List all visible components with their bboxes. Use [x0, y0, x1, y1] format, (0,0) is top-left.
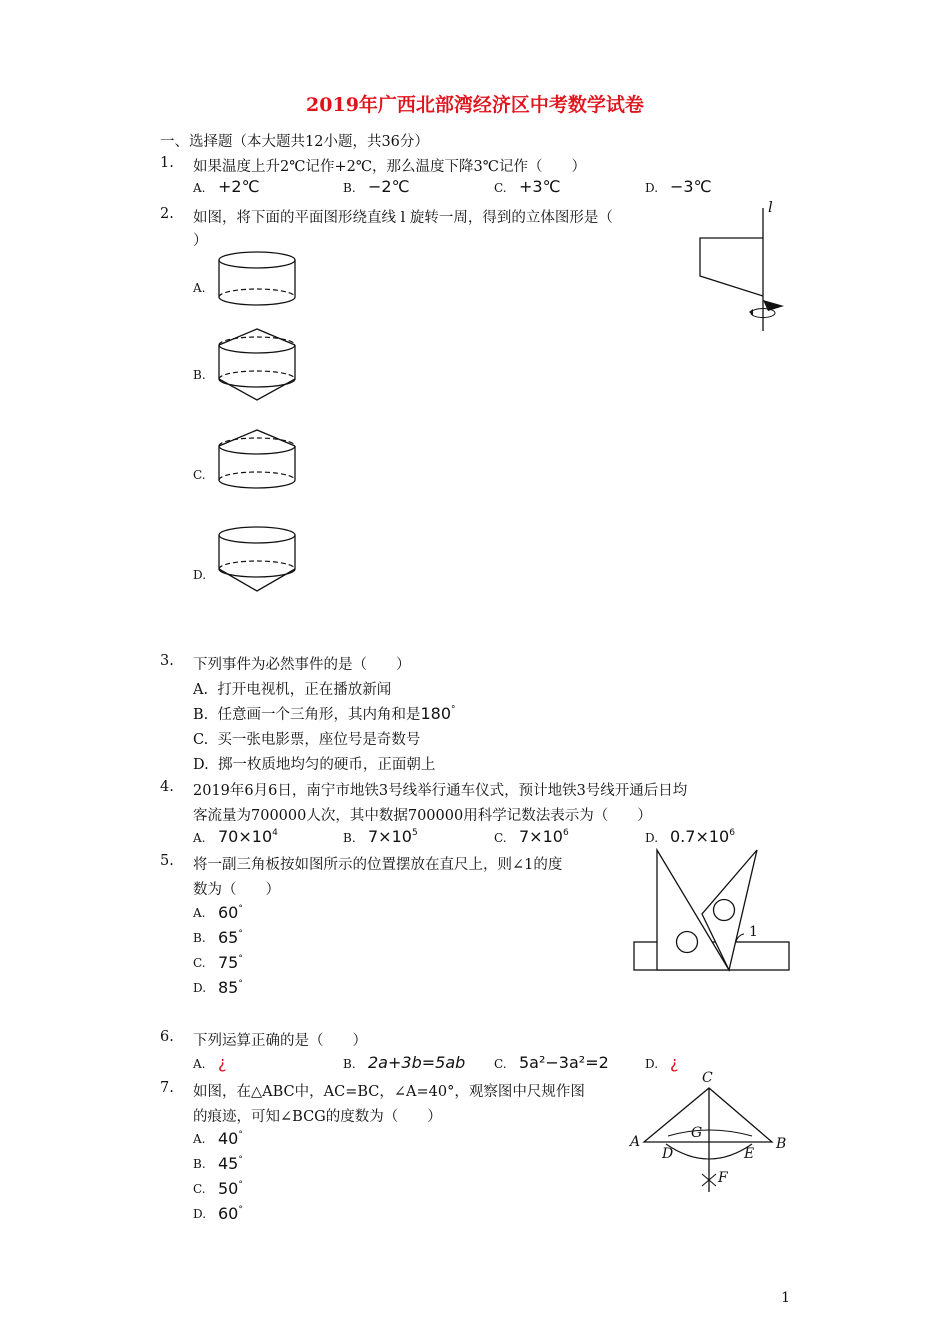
q7-label-a: A: [630, 1134, 641, 1150]
q7-option-c-letter: C.: [193, 1182, 206, 1196]
q2-option-b-solid: [218, 327, 308, 412]
q1-option-a-letter: A.: [193, 181, 206, 195]
q1-option-d-letter: D.: [645, 181, 659, 195]
q7-label-e: E: [744, 1146, 755, 1162]
q6-option-d-value: ¿: [670, 1053, 679, 1072]
q7-option-a-letter: A.: [193, 1132, 206, 1146]
q2-option-d-solid: [218, 525, 308, 610]
q3-option-d-letter: D.: [193, 757, 209, 773]
q3-text: 下列事件为必然事件的是（ ）: [193, 657, 411, 673]
q7-line2: 的痕迹，可知∠BCG的度数为（ ）: [193, 1109, 442, 1125]
section-heading: 一、选择题（本大题共12小题，共36分）: [160, 134, 429, 150]
q1-number: 1.: [160, 155, 174, 171]
q5-option-b-value: 65: [218, 928, 239, 947]
q5-option-c-letter: C.: [193, 956, 206, 970]
q7-option-a-degree: °: [238, 1130, 243, 1140]
q6-option-a-value: ¿: [218, 1053, 227, 1072]
q4-option-b-base: 7×10: [368, 827, 412, 846]
q7-label-b: B: [776, 1136, 787, 1152]
q1-option-a-value: +2℃: [218, 177, 260, 196]
q2-axis-label: l: [768, 198, 773, 216]
q3-option-a-letter: A.: [193, 682, 209, 698]
q6-option-d-letter: D.: [645, 1057, 659, 1071]
q3-option-b-value: 任意画一个三角形，其内角和是: [217, 707, 421, 723]
q4-line1: 2019年6月6日，南宁市地铁3号线举行通车仪式，预计地铁3号线开通后日均: [193, 783, 688, 799]
q7-figure: [630, 1068, 800, 1208]
q7-label-f: F: [718, 1170, 728, 1186]
q2-option-d-letter: D.: [193, 568, 207, 582]
q7-option-d-value: 60: [218, 1204, 239, 1223]
q7-option-d-letter: D.: [193, 1207, 207, 1221]
q6-option-b-letter: B.: [343, 1057, 356, 1071]
q3-option-c-value: 买一张电影票，座位号是奇数号: [217, 732, 421, 748]
q3-option-a-value: 打开电视机，正在播放新闻: [217, 682, 392, 698]
q5-option-d-letter: D.: [193, 981, 207, 995]
q5-angle-label: 1: [749, 924, 758, 940]
q7-label-c: C: [702, 1070, 713, 1086]
q7-option-c-degree: °: [238, 1180, 243, 1190]
q1-option-c-value: +3℃: [519, 177, 561, 196]
q3-option-b-math: 180: [420, 704, 452, 723]
q5-line2: 数为（ ）: [193, 882, 280, 898]
q2-option-c-solid: [218, 428, 308, 503]
q6-option-b-value: 2a+3b=5ab: [368, 1053, 466, 1072]
q4-option-b-letter: B.: [343, 831, 356, 845]
q3-option-b-degree: °: [451, 705, 456, 715]
q4-option-a-letter: A.: [193, 831, 206, 845]
q2-figure: [690, 196, 790, 336]
q5-option-b-letter: B.: [193, 931, 206, 945]
q4-option-d-exp: 6: [729, 828, 735, 838]
q1-text: 如果温度上升2℃记作+2℃，那么温度下降3℃记作（ ）: [193, 159, 586, 175]
q2-number: 2.: [160, 206, 174, 222]
q3-number: 3.: [160, 653, 174, 669]
q2-text: 如图，将下面的平面图形绕直线 l 旋转一周，得到的立体图形是（: [193, 210, 613, 226]
q4-option-a-base: 70×10: [218, 827, 273, 846]
q4-option-b-exp: 5: [411, 828, 418, 838]
q5-figure: [632, 846, 802, 976]
q4-option-d-letter: D.: [645, 831, 659, 845]
q1-option-d-value: −3℃: [670, 177, 712, 196]
q4-option-c-letter: C.: [494, 831, 507, 845]
q3-option-d-value: 掷一枚质地均匀的硬币，正面朝上: [217, 757, 436, 773]
q7-line1: 如图，在△ABC中，AC=BC，∠A=40°，观察图中尺规作图: [193, 1084, 585, 1100]
q7-option-d-degree: °: [238, 1205, 243, 1215]
q6-text: 下列运算正确的是（ ）: [193, 1033, 367, 1049]
q5-option-d-value: 85: [218, 978, 239, 997]
q4-option-c-base: 7×10: [519, 827, 563, 846]
q7-option-b-letter: B.: [193, 1157, 206, 1171]
q4-option-d-base: 0.7×10: [670, 827, 730, 846]
q4-option-c-exp: 6: [562, 828, 569, 838]
q6-option-c-letter: C.: [494, 1057, 507, 1071]
q2-option-c-letter: C.: [193, 468, 206, 482]
q2-text-cont: ）: [193, 233, 208, 249]
q3-option-d: [193, 753, 435, 774]
q7-option-b-degree: °: [238, 1155, 243, 1165]
q3-option-a: [193, 678, 391, 699]
q3-option-b-letter: B.: [193, 707, 209, 723]
q7-label-g: G: [691, 1125, 703, 1141]
q5-option-c-value: 75: [218, 953, 239, 972]
q3-option-c-letter: C.: [193, 732, 209, 748]
q4-number: 4.: [160, 779, 174, 795]
q3-option-c: [193, 728, 420, 749]
q3-option-b: [193, 703, 456, 724]
q2-option-a-letter: A.: [193, 281, 206, 295]
q6-number: 6.: [160, 1029, 174, 1045]
q1-option-b-letter: B.: [343, 181, 356, 195]
page-number: 1: [781, 1290, 790, 1306]
q7-option-a-value: 40: [218, 1129, 239, 1148]
q1-option-c-letter: C.: [494, 181, 507, 195]
q5-number: 5.: [160, 853, 174, 869]
q6-option-c-value: 5a²−3a²=2: [519, 1053, 609, 1072]
q7-option-b-value: 45: [218, 1154, 239, 1173]
q4-option-a-exp: 4: [272, 828, 278, 838]
q7-number: 7.: [160, 1080, 174, 1096]
q6-option-a-letter: A.: [193, 1057, 206, 1071]
q7-label-d: D: [662, 1146, 674, 1162]
q2-option-a-cylinder: [218, 250, 308, 320]
q7-option-c-value: 50: [218, 1179, 239, 1198]
q5-line1: 将一副三角板按如图所示的位置摆放在直尺上，则∠1的度: [193, 857, 563, 873]
q4-line2: 客流量为700000人次，其中数据700000用科学记数法表示为（ ）: [193, 808, 652, 824]
q5-option-d-degree: °: [238, 979, 243, 989]
q2-option-b-letter: B.: [193, 368, 206, 382]
q1-option-b-value: −2℃: [368, 177, 410, 196]
q5-option-b-degree: °: [238, 929, 243, 939]
q5-option-a-letter: A.: [193, 906, 206, 920]
q5-option-a-value: 60: [218, 903, 239, 922]
page-title: 2019年广西北部湾经济区中考数学试卷: [306, 94, 644, 116]
q5-option-c-degree: °: [238, 954, 243, 964]
q5-option-a-degree: °: [238, 904, 243, 914]
